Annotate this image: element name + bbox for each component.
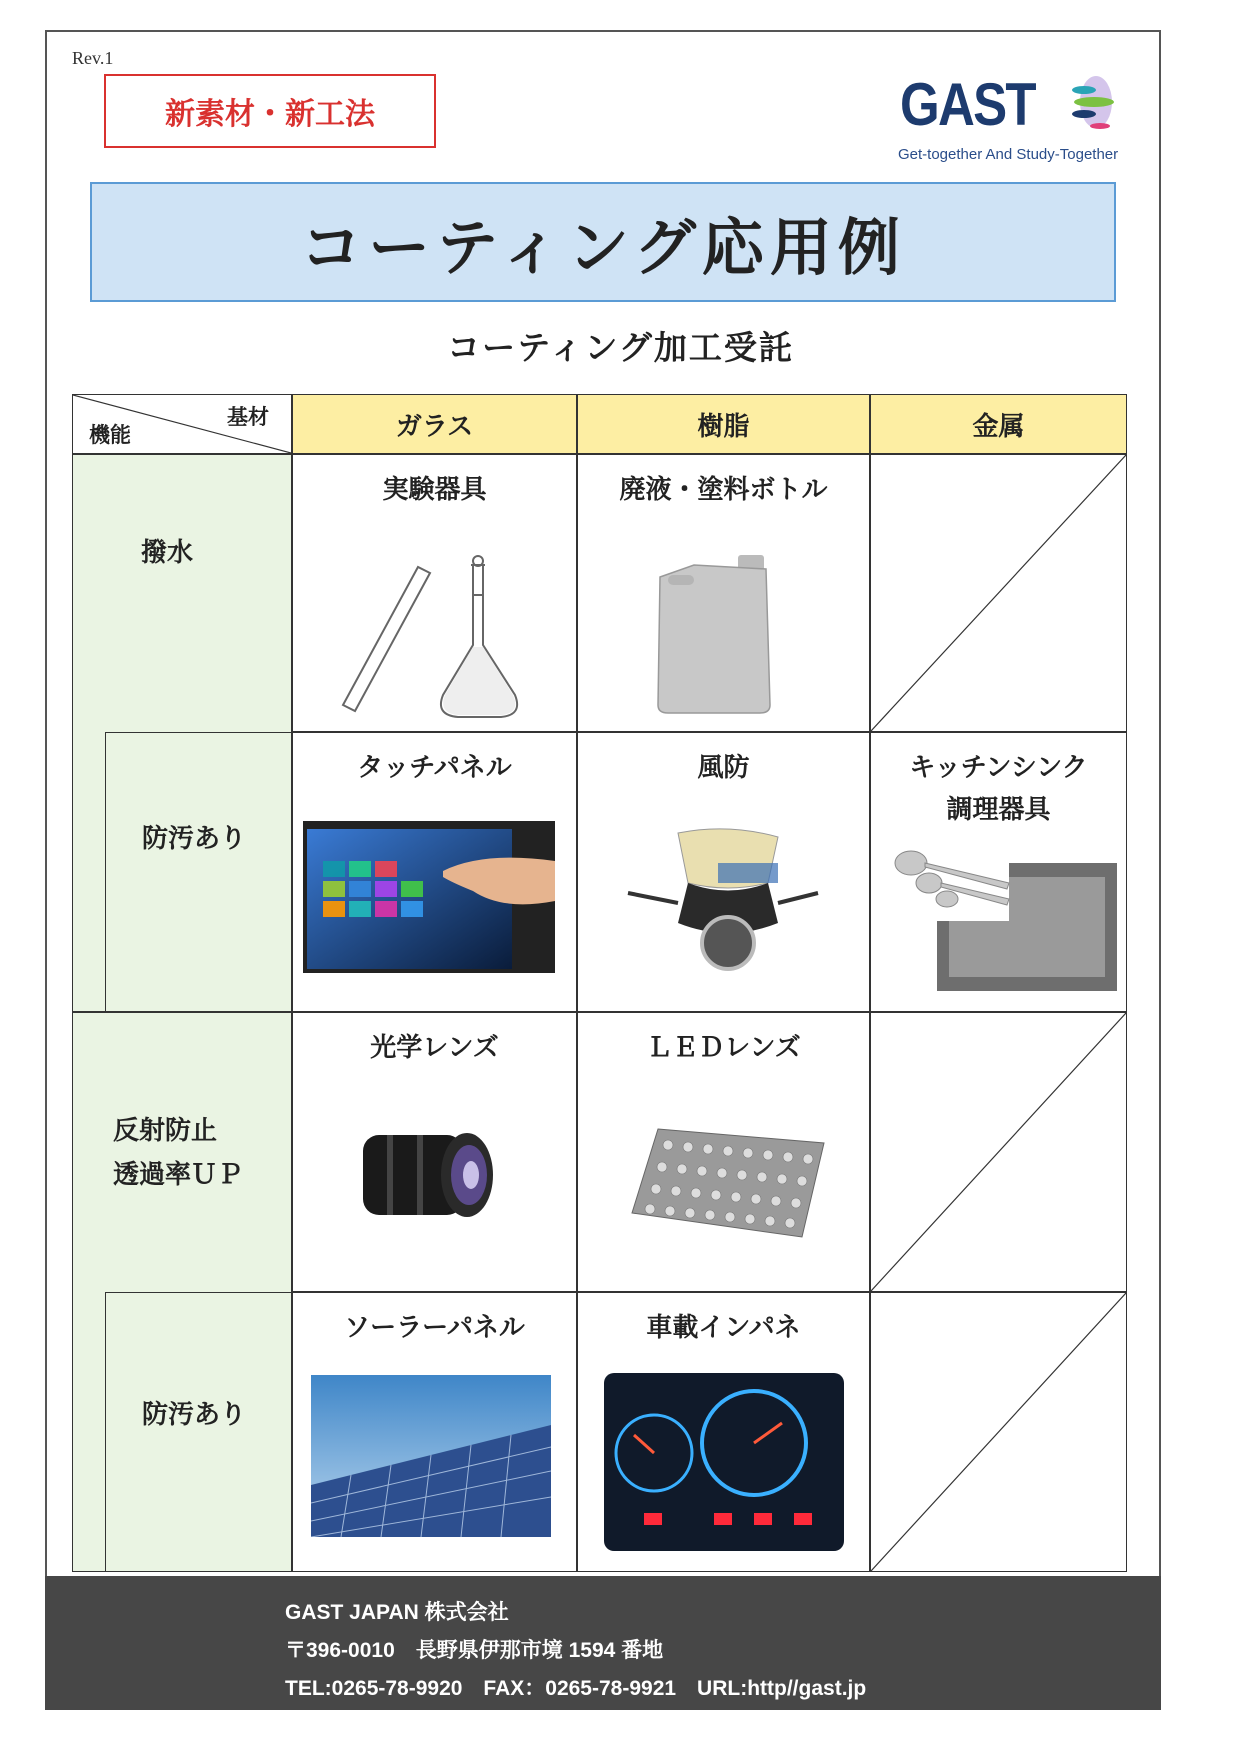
category-box: 新素材・新工法: [104, 74, 436, 148]
item-label: 廃液・塗料ボトル: [619, 475, 828, 505]
plastic-bottle-icon: [654, 555, 774, 715]
function-label: 撥水: [141, 538, 194, 568]
led-lens-image: [628, 1123, 828, 1243]
footer-address: 〒396-0010 長野県伊那市境 1594 番地: [285, 1639, 664, 1662]
cell-glass-row4: [292, 1292, 577, 1572]
item-label: タッチパネル: [357, 753, 512, 783]
item-label: ソーラーパネル: [344, 1313, 525, 1343]
item-label: 光学レンズ: [370, 1033, 499, 1063]
logo-wordmark: GAST: [900, 71, 1035, 138]
cell-metal-row1: [870, 454, 1127, 732]
cell-glass-row3: [292, 1012, 577, 1292]
application-table: [72, 394, 1127, 1572]
function-label: 防汚あり: [142, 1400, 247, 1430]
corner-cell: [72, 394, 292, 454]
column-header-resin: 樹脂: [577, 394, 870, 454]
cell-metal-row4: [870, 1292, 1127, 1572]
cell-glass-row2: [292, 732, 577, 1012]
function-label: 反射防止 透過率ＵＰ: [113, 1116, 244, 1190]
title-band: [90, 182, 1116, 302]
footer-company: GAST JAPAN 株式会社: [285, 1601, 509, 1624]
function-subgroup-1: [105, 732, 292, 1012]
logo-mark-icon: [1050, 70, 1130, 140]
column-header-glass: ガラス: [292, 394, 577, 454]
cell-glass-row1: [292, 454, 577, 732]
cell-resin-row4: [577, 1292, 870, 1572]
item-label: 風防: [697, 753, 750, 783]
footer: [45, 1576, 1161, 1710]
item-label: 実験器具: [382, 475, 487, 505]
item-label: ＬＥＤレンズ: [646, 1033, 801, 1063]
function-label: 防汚あり: [142, 824, 247, 854]
lab-glassware-icon: [333, 555, 533, 725]
cell-metal-row2: [870, 732, 1127, 1012]
corner-bottom-label: 機能: [89, 423, 131, 447]
solar-panel-image: [311, 1375, 551, 1537]
page-title: コーティング応用例: [300, 210, 906, 284]
cell-resin-row1: [577, 454, 870, 732]
revision-label: Rev.1: [72, 48, 114, 68]
column-header-metal: 金属: [870, 394, 1127, 454]
item-label: キッチンシンク 調理器具: [909, 753, 1088, 825]
optical-lens-image: [357, 1125, 497, 1225]
cell-resin-row2: [577, 732, 870, 1012]
cell-metal-row3: [870, 1012, 1127, 1292]
gast-logo: [890, 70, 1130, 170]
touch-panel-image: [303, 821, 555, 973]
windshield-image: [618, 823, 828, 983]
corner-top-label: 基材: [227, 405, 269, 429]
function-subgroup-2: [105, 1292, 292, 1572]
cell-resin-row3: [577, 1012, 870, 1292]
car-instrument-panel-image: [604, 1373, 844, 1551]
logo-tagline: Get-together And Study-Together: [898, 146, 1119, 163]
footer-contact: TEL:0265-78-9920 FAX：0265-78-9921 URL:http//gast.jp: [285, 1677, 867, 1700]
item-label: 車載インパネ: [646, 1313, 801, 1343]
kitchen-utensils-image: [889, 843, 1119, 991]
page-subtitle: コーティング加工受託: [447, 328, 794, 367]
